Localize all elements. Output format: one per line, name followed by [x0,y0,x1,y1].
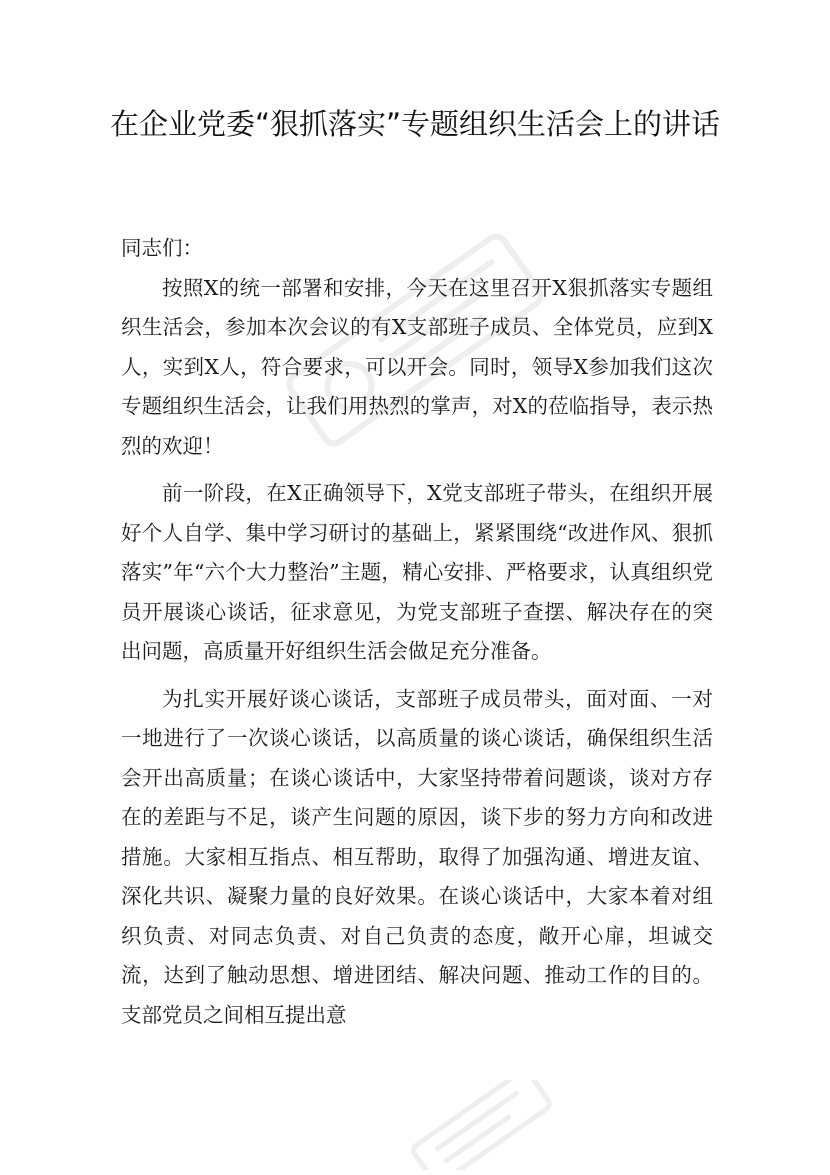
watermark-bottom-shape [380,1080,580,1170]
paragraph-3: 为扎实开展好谈心谈话，支部班子成员带头，面对面、一对一地进行了一次谈心谈话，以高质量的谈心谈话，确保组织生活会开出高质量；在谈心谈话中，大家坚持带着问题谈，谈对方存在的差距与不足，谈产生问题的原因，谈下步的努力方向和改进措施。大家相互指点、相互帮助，取得了加强沟通、增进友谊、深化共识、凝聚力量的良好效果。在谈心谈话中，大家本着对组织负责、对同志负责、对自己负责的态度，敞开心扉，坦诚交流，达到了触动思想、增进团结、解决问题、推动工作的目的。支部党员之间相互提出意 [121,686,713,1027]
document-title: 在企业党委“狠抓落实”专题组织生活会上的讲话 [109,107,721,141]
paragraph-1: 按照X的统一部署和安排，今天在这里召开X狠抓落实专题组织生活会，参加本次会议的有X支部班子成员、全体党员，应到X人，实到X人，符合要求，可以开会。同时，领导X参加我们这次专题组织生活会，让我们用热烈的掌声，对X的莅临指导，表示热烈的欢迎！ [121,275,713,458]
paragraph-gap [121,672,713,680]
paragraph-gap [121,466,713,474]
watermark-bottom [380,1080,580,1170]
document-body [121,229,713,1035]
salutation: 同志们： [121,236,203,260]
paragraph-2: 前一阶段，在X正确领导下，X党支部班子带头，在组织开展好个人自学、集中学习研讨的基础上，紧紧围绕“改进作风、狠抓落实”年“六个大力整治”主题，精心安排、严格要求，认真组织党员开展谈心谈话，征求意见，为党支部班子查摆、解决存在的突出问题，高质量开好组织生活会做足充分准备。 [121,481,713,663]
